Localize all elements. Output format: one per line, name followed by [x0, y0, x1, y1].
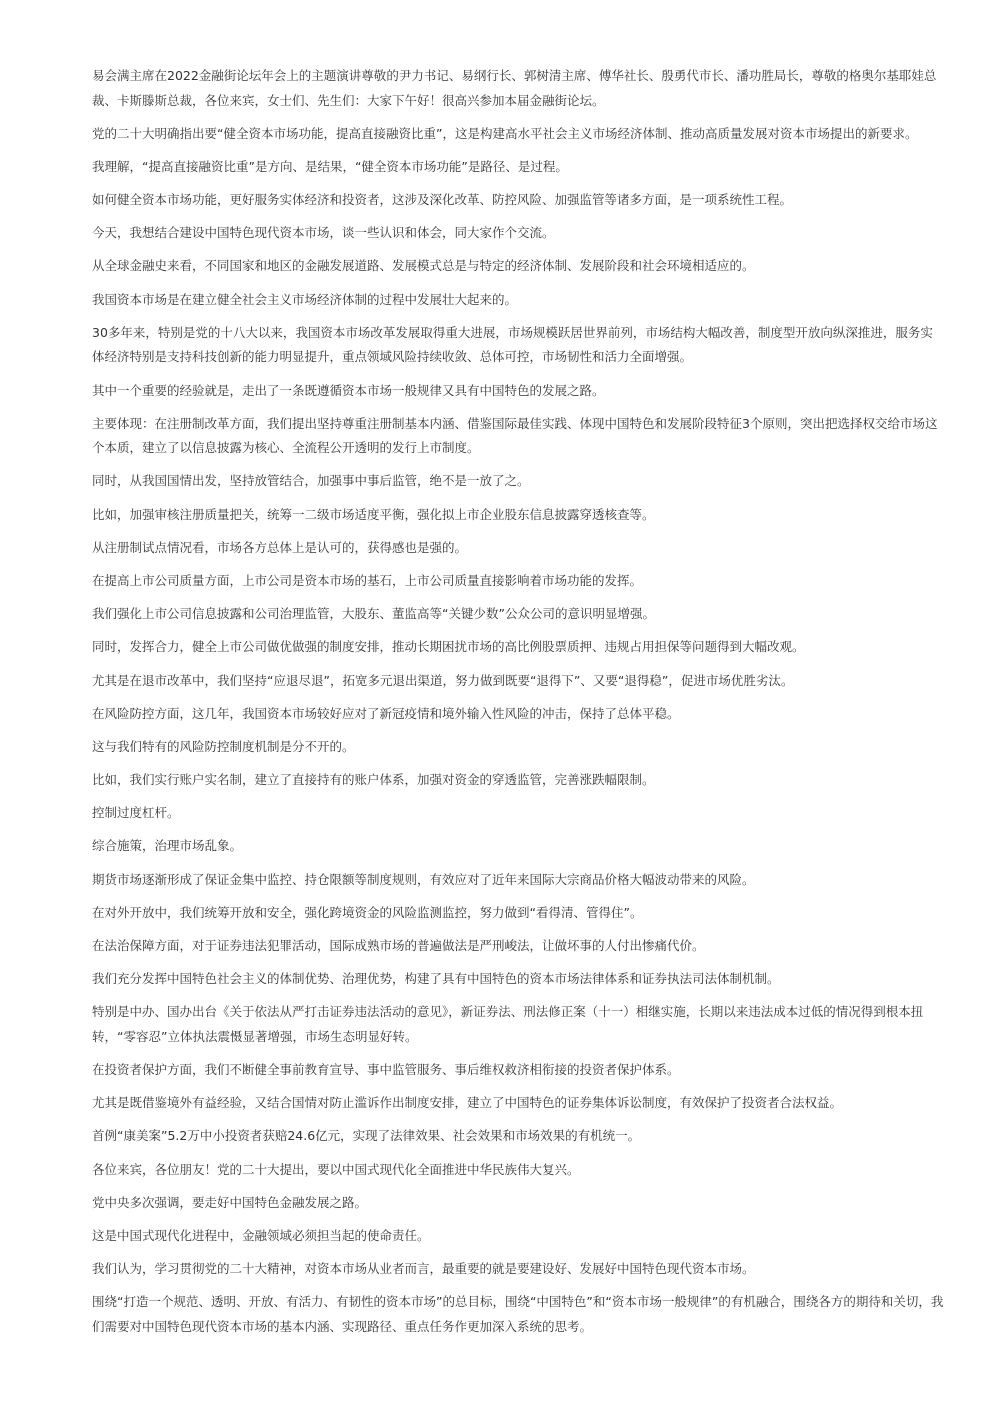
paragraph: 在投资者保护方面，我们不断健全事前教育宣导、事中监管服务、事后维权救济相衔接的投资者保护体系。: [92, 1062, 680, 1078]
paragraph: 在风险防控方面，这几年，我国资本市场较好应对了新冠疫情和境外输入性风险的冲击，保持了总体平稳。: [92, 705, 680, 721]
document-body: [92, 64, 944, 1348]
paragraph: 主要体现：在注册制改革方面，我们提出坚持尊重注册制基本内涵、借鉴国际最佳实践、体现中国特色和发展阶段特征3个原则，突出把选择权交给市场这个本质，建立了以信息披露为核心、全流程公开透明的发行上市制度。: [92, 415, 938, 456]
paragraph: 综合施策，治理市场乱象。: [92, 838, 243, 854]
paragraph: 我们充分发挥中国特色社会主义的体制优势、治理优势，构建了具有中国特色的资本市场法律体系和证券执法司法体制机制。: [92, 971, 780, 987]
paragraph: 这与我们特有的风险防控制度机制是分不开的。: [92, 738, 355, 754]
paragraph: 同时，从我国国情出发，坚持放管结合，加强事中事后监管，绝不是一放了之。: [92, 473, 530, 489]
paragraph: 我们强化上市公司信息披露和公司治理监管，大股东、董监高等“关键少数”公众公司的意识明显增强。: [92, 606, 655, 622]
paragraph: 首例“康美案”5.2万中小投资者获赔24.6亿元，实现了法律效果、社会效果和市场效果的有机统一。: [92, 1128, 641, 1144]
paragraph: 党中央多次强调，要走好中国特色金融发展之路。: [92, 1194, 368, 1210]
paragraph: 我国资本市场是在建立健全社会主义市场经济体制的过程中发展壮大起来的。: [92, 291, 518, 307]
paragraph: 如何健全资本市场功能，更好服务实体经济和投资者，这涉及深化改革、防控风险、加强监管等诸多方面，是一项系统性工程。: [92, 192, 793, 208]
paragraph: 比如，加强审核注册质量把关，统筹一二级市场适度平衡，强化拟上市企业股东信息披露穿透核查等。: [92, 506, 655, 522]
paragraph: 从全球金融史来看，不同国家和地区的金融发展道路、发展模式总是与特定的经济体制、发展阶段和社会环境相适应的。: [92, 258, 755, 274]
paragraph: 我理解，“提高直接融资比重”是方向、是结果，“健全资本市场功能”是路径、是过程。: [92, 158, 568, 174]
paragraph: 各位来宾，各位朋友！党的二十大提出，要以中国式现代化全面推进中华民族伟大复兴。: [92, 1161, 580, 1177]
paragraph: 同时，发挥合力，健全上市公司做优做强的制度安排，推动长期困扰市场的高比例股票质押、违规占用担保等问题得到大幅改观。: [92, 639, 805, 655]
paragraph: 在对外开放中，我们统筹开放和安全，强化跨境资金的风险监测监控，努力做到“看得清、管得住”。: [92, 904, 643, 920]
paragraph: 比如，我们实行账户实名制，建立了直接持有的账户体系，加强对资金的穿透监管，完善涨跌幅限制。: [92, 772, 655, 788]
paragraph: 今天，我想结合建设中国特色现代资本市场，谈一些认识和体会，同大家作个交流。: [92, 225, 555, 241]
paragraph: 易会满主席在2022金融街论坛年会上的主题演讲尊敬的尹力书记、易纲行长、郭树清主席、傅华社长、殷勇代市长、潘功胜局长，尊敬的格奥尔基耶娃总裁、卡斯滕斯总裁，各位来宾，女士们、先生们：大家下午好！很高兴参加本届金融街论坛。: [92, 68, 937, 108]
paragraph: 特别是中办、国办出台《关于依法从严打击证券违法活动的意见》，新证券法、刑法修正案（十一）相继实施，长期以来违法成本过低的情况得到根本扭转，“零容忍”立体执法震慑显著增强，市场生态明显好转。: [92, 1004, 924, 1044]
paragraph: 在提高上市公司质量方面，上市公司是资本市场的基石，上市公司质量直接影响着市场功能的发挥。: [92, 572, 643, 588]
paragraph: 围绕“打造一个规范、透明、开放、有活力、有韧性的资本市场”的总目标，围绕“中国特色”和“资本市场一般规律”的有机融合，围绕各方的期待和关切，我们需要对中国特色现代资本市场的基本内涵、实现路径、重点任务作更加深入系统的思考。: [92, 1294, 944, 1334]
paragraph: 30多年来，特别是党的十八大以来，我国资本市场改革发展取得重大进展，市场规模跃居世界前列，市场结构大幅改善，制度型开放向纵深推进，服务实体经济特别是支持科技创新的能力明显提升，重点领域风险持续收敛、总体可控，市场韧性和活力全面增强。: [92, 324, 933, 365]
paragraph: 尤其是既借鉴境外有益经验，又结合国情对防止滥诉作出制度安排，建立了中国特色的证券集体诉讼制度，有效保护了投资者合法权益。: [92, 1095, 843, 1111]
paragraph: 党的二十大明确指出要“健全资本市场功能，提高直接融资比重”，这是构建高水平社会主义市场经济体制、推动高质量发展对资本市场提出的新要求。: [92, 125, 918, 141]
paragraph: 期货市场逐渐形成了保证金集中监控、持仓限额等制度规则，有效应对了近年来国际大宗商品价格大幅波动带来的风险。: [92, 871, 755, 887]
paragraph: 其中一个重要的经验就是，走出了一条既遵循资本市场一般规律又具有中国特色的发展之路。: [92, 382, 605, 398]
paragraph: 我们认为，学习贯彻党的二十大精神，对资本市场从业者而言，最重要的就是要建设好、发展好中国特色现代资本市场。: [92, 1261, 755, 1277]
paragraph: 这是中国式现代化进程中，金融领域必须担当起的使命责任。: [92, 1228, 430, 1243]
paragraph: 从注册制试点情况看，市场各方总体上是认可的，获得感也是强的。: [92, 539, 468, 555]
paragraph: 在法治保障方面，对于证券违法犯罪活动，国际成熟市场的普遍做法是严刑峻法，让做坏事的人付出惨痛代价。: [92, 938, 705, 953]
paragraph: 尤其是在退市改革中，我们坚持“应退尽退”，拓宽多元退出渠道，努力做到既要“退得下”、又要“退得稳”，促进市场优胜劣汰。: [92, 672, 794, 688]
paragraph: 控制过度杠杆。: [92, 805, 180, 821]
